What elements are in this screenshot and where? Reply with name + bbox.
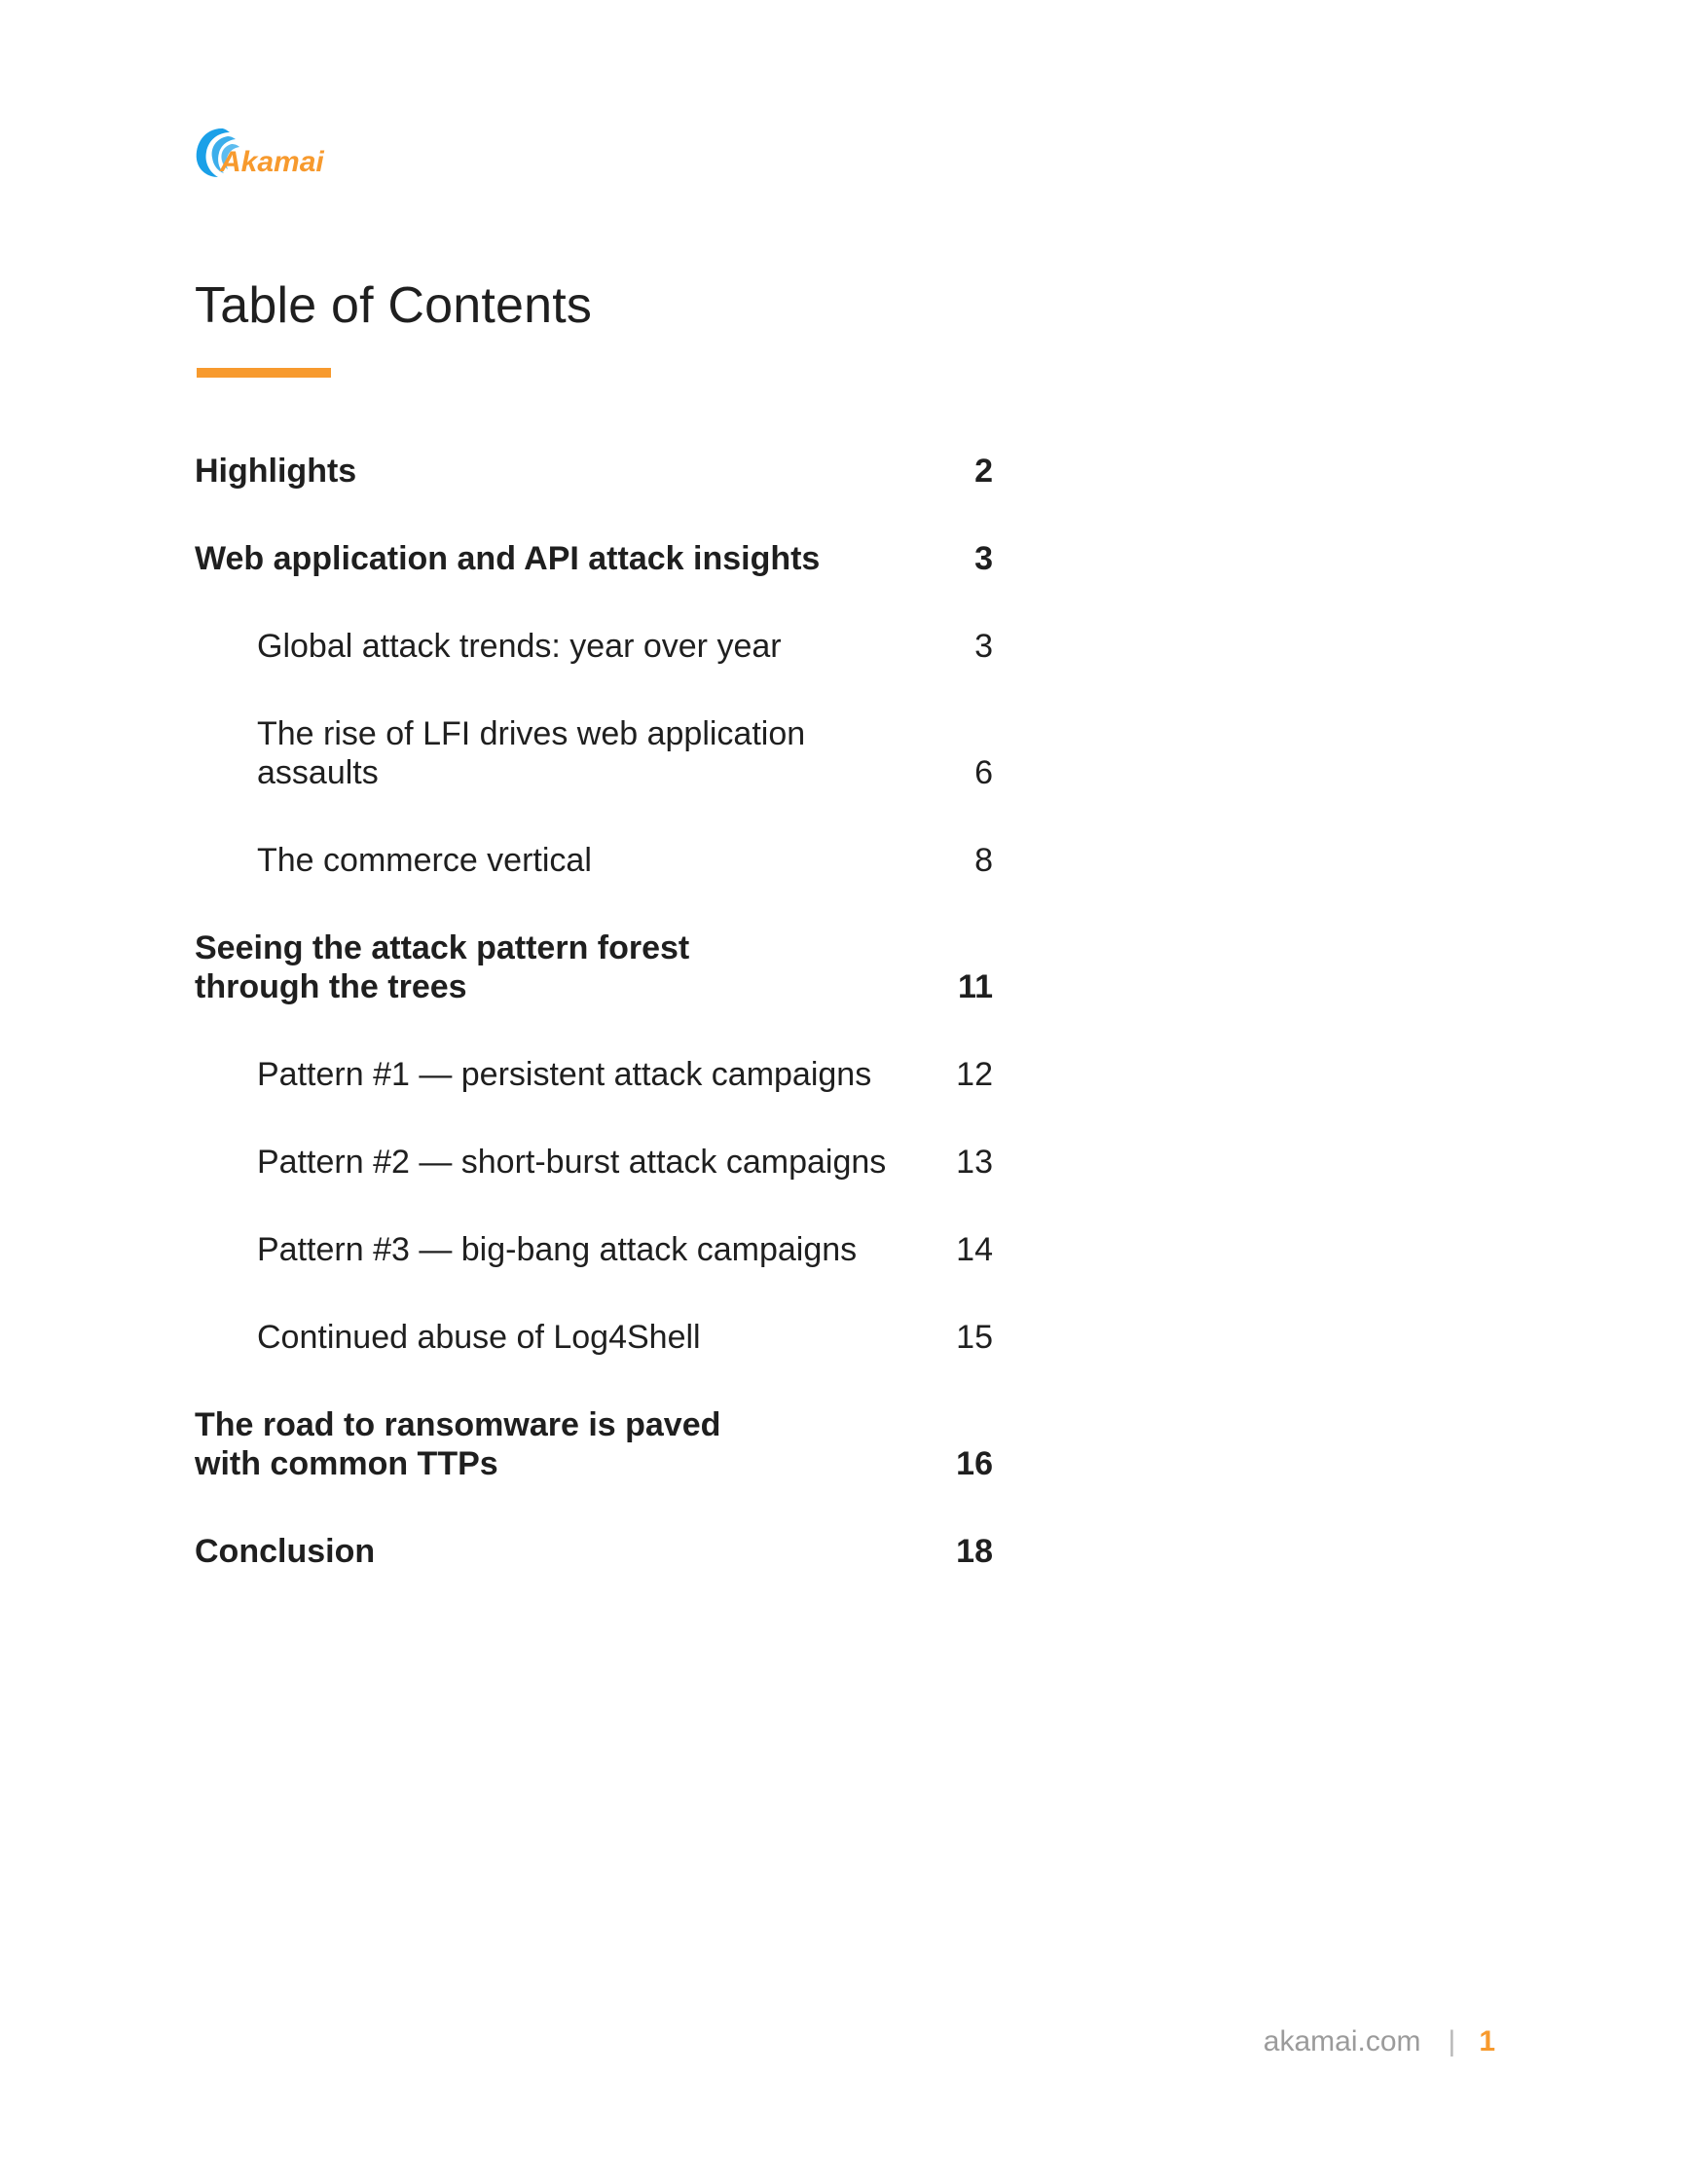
toc-entry-label: The rise of LFI drives web application assaults (257, 715, 806, 791)
toc-entry-page: 15 (956, 1319, 993, 1356)
toc-entry-page: 12 (956, 1056, 993, 1093)
toc-entry-page: 11 (958, 968, 993, 1005)
toc-entry-page: 3 (974, 540, 993, 577)
toc-entry-page: 3 (974, 628, 993, 665)
toc-entry-page: 8 (974, 842, 993, 879)
toc-entry[interactable] (195, 1405, 993, 1483)
toc-entry-label: The road to ransomware is paved with common TTPs (195, 1406, 721, 1482)
footer-page-number: 1 (1479, 2025, 1495, 2057)
toc-entry-page: 2 (974, 453, 993, 490)
toc-entry[interactable] (195, 452, 993, 491)
toc-entry[interactable] (195, 539, 993, 578)
toc-entry[interactable] (195, 1055, 993, 1094)
toc-entry-page: 13 (956, 1144, 993, 1181)
toc-entry-label: Web application and API attack insights (195, 540, 821, 577)
akamai-wave-icon (193, 123, 329, 181)
toc-entry-page: 14 (956, 1231, 993, 1268)
toc-entry-label: Pattern #1 — persistent attack campaigns (257, 1056, 872, 1093)
toc-entry[interactable] (195, 1143, 993, 1182)
logo-wordmark: Akamai (220, 146, 324, 178)
table-of-contents (195, 452, 993, 1571)
footer-separator: | (1448, 2025, 1456, 2057)
toc-entry[interactable] (195, 841, 993, 880)
toc-entry[interactable] (195, 928, 993, 1006)
toc-entry-label: Highlights (195, 453, 357, 490)
toc-entry-page: 6 (974, 754, 993, 791)
page-title: Table of Contents (195, 277, 593, 334)
toc-entry-label: Pattern #3 — big-bang attack campaigns (257, 1231, 858, 1268)
footer-site: akamai.com (1263, 2025, 1421, 2057)
page-footer (1264, 2024, 1495, 2059)
toc-entry-label: Pattern #2 — short-burst attack campaigns (257, 1144, 887, 1181)
toc-entry[interactable] (195, 1318, 993, 1357)
akamai-logo (193, 123, 329, 181)
toc-entry-label: The commerce vertical (257, 842, 592, 879)
toc-entry-label: Seeing the attack pattern forest through the trees (195, 929, 690, 1005)
toc-entry[interactable] (195, 1230, 993, 1269)
toc-entry-label: Conclusion (195, 1533, 376, 1570)
title-accent-rule (197, 368, 331, 378)
toc-entry-label: Continued abuse of Log4Shell (257, 1319, 701, 1356)
toc-entry[interactable] (195, 627, 993, 666)
toc-entry[interactable] (195, 1532, 993, 1571)
toc-entry-page: 16 (956, 1445, 993, 1482)
toc-entry-label: Global attack trends: year over year (257, 628, 782, 665)
toc-entry[interactable] (195, 714, 993, 792)
toc-entry-page: 18 (956, 1533, 993, 1570)
